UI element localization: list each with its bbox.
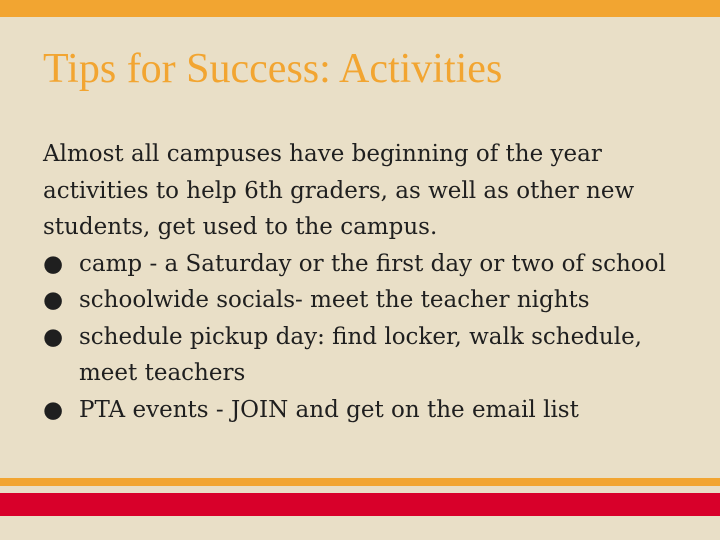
footer-orange-stripe: [0, 478, 720, 486]
bullet-text: PTA events - JOIN and get on the email list: [79, 396, 579, 423]
slide-title: Tips for Success: Activities: [43, 46, 503, 92]
list-item: [43, 246, 693, 283]
bullet-text: camp - a Saturday or the first day or two of school: [79, 250, 666, 277]
slide-body: [43, 136, 693, 428]
bullet-icon: ●: [43, 287, 64, 313]
footer-red-band: [0, 493, 720, 516]
top-accent-bar: [0, 0, 720, 17]
bullet-icon: ●: [43, 396, 64, 423]
bullet-list: [43, 246, 693, 429]
list-item: [43, 282, 693, 319]
bullet-text: schoolwide socials- meet the teacher nights: [79, 287, 590, 313]
bullet-icon: ●: [43, 250, 64, 277]
bullet-icon: ●: [43, 323, 64, 350]
list-item: [43, 319, 693, 392]
intro-paragraph: Almost all campuses have beginning of the year activities to help 6th graders, as well as other new students, get used to the campus.: [43, 141, 635, 240]
list-item: [43, 392, 693, 429]
bullet-text: schedule pickup day: find locker, walk schedule, meet teachers: [79, 323, 642, 386]
